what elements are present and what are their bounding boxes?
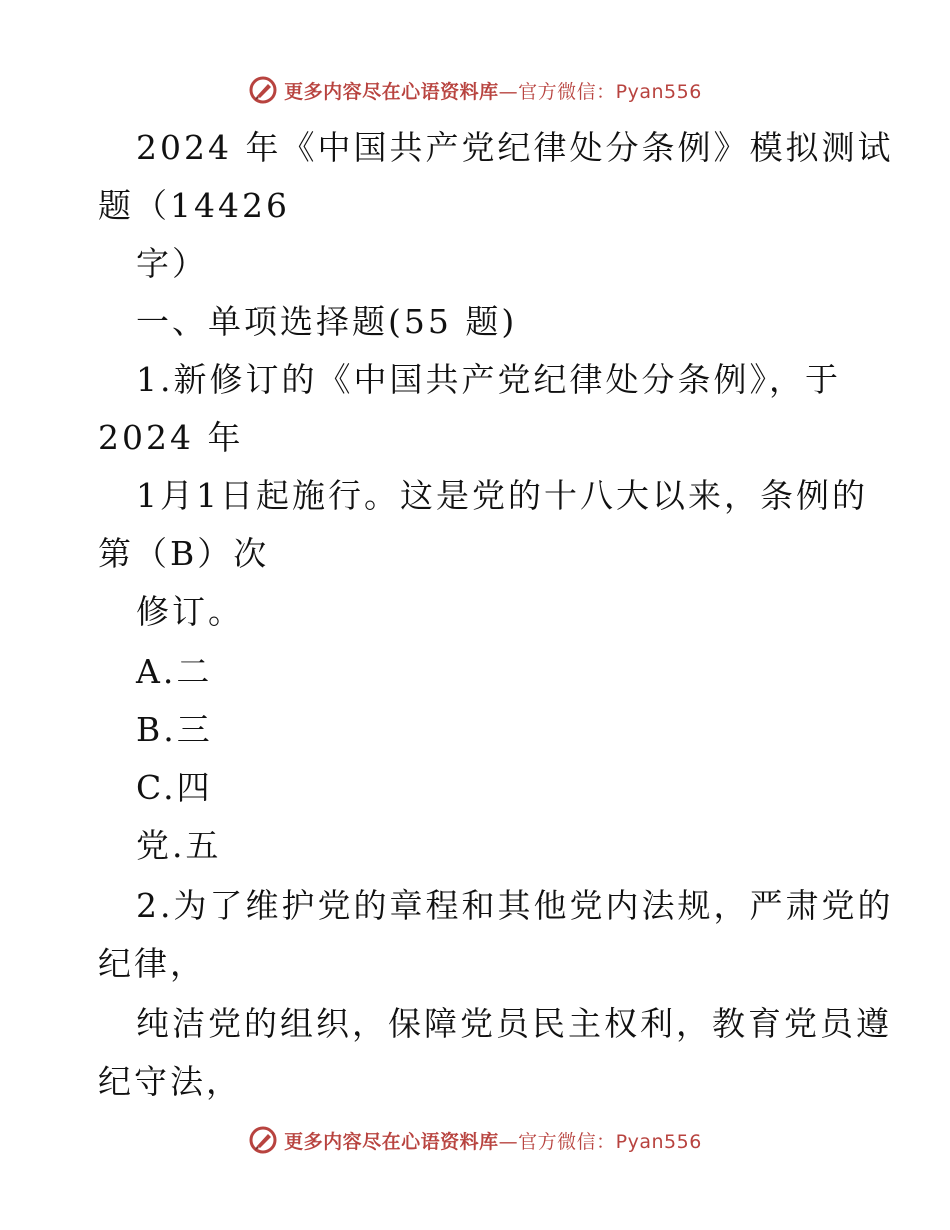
pen-logo-icon [248,75,278,105]
title-line-3: 字） [136,244,208,283]
option-c: C.四 [136,768,213,807]
footer-watermark [0,1120,950,1160]
header-watermark [0,70,950,110]
title-line-1: 2024 年《中国共产党纪律处分条例》模拟测试 [136,128,894,167]
option-d: 党.五 [136,826,222,865]
question-2-line-1: 2.为了维护党的章程和其他党内法规，严肃党的 [136,886,894,925]
question-2-line-4: 纪守法， [98,1062,242,1101]
watermark-text: 更多内容尽在心语资料库—官方微信：Pyan556 [284,1130,702,1153]
question-2-line-2: 纪律， [98,944,206,983]
question-1-line-5: 修订。 [136,592,244,631]
watermark-text: 更多内容尽在心语资料库—官方微信：Pyan556 [284,80,702,103]
option-b: B.三 [136,710,213,749]
option-a: A.二 [136,652,213,691]
question-1-line-4: 第（B）次 [98,534,270,573]
title-line-2: 题（14426 [98,186,290,225]
question-1-line-2: 2024 年 [98,418,244,457]
question-1-line-1: 1.新修订的《中国共产党纪律处分条例》，于 [136,360,841,399]
section-heading: 一、单项选择题(55 题) [136,302,518,341]
question-1-line-3: 1月1日起施行。这是党的十八大以来，条例的 [136,476,868,515]
pen-logo-icon [248,1125,278,1155]
question-2-line-3: 纯洁党的组织，保障党员民主权利，教育党员遵 [136,1004,892,1043]
